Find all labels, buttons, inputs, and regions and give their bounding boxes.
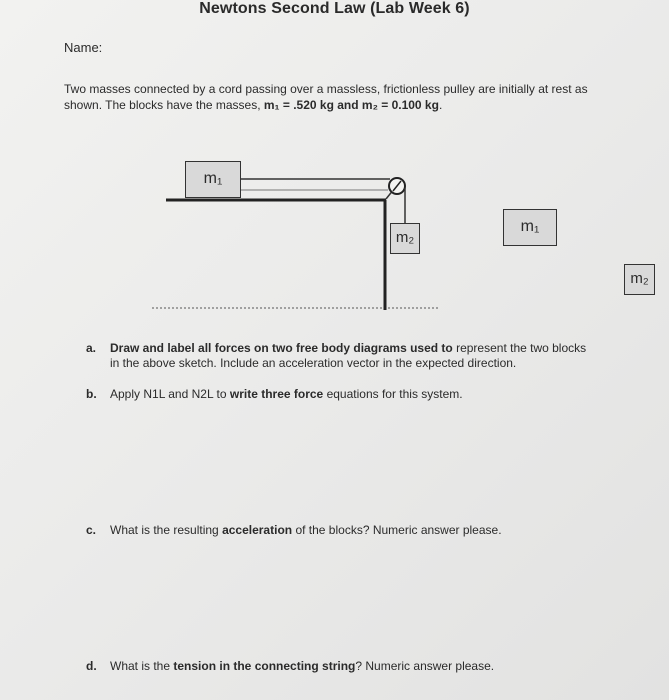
m2-label: m₂	[395, 229, 415, 246]
question-b-part2: equations for this system.	[323, 387, 463, 401]
question-c-part1: What is the resulting	[110, 523, 223, 537]
problem-text: Two masses connected by a cord passing over a massless, frictionless pulley are initially at rest as shown. The blocks have the masses,	[64, 82, 588, 112]
question-b-bold: write three force	[229, 387, 324, 401]
question-c-bold: acceleration	[222, 523, 293, 537]
question-b	[86, 387, 656, 402]
question-a-rest: represent the two blocks	[452, 341, 587, 355]
question-d-part1: What is the	[110, 659, 174, 673]
name-label: Name:	[64, 40, 103, 55]
page-title: Newtons Second Law (Lab Week 6)	[199, 0, 470, 17]
block-m1	[185, 161, 241, 198]
question-d-bold: tension in the connecting string	[173, 659, 356, 673]
question-a-bold: Draw and label all forces on two free body diagrams used to	[110, 341, 453, 355]
problem-end: .	[438, 98, 443, 112]
question-d	[86, 659, 656, 674]
question-d-part2: ? Numeric answer please.	[355, 659, 495, 673]
problem-statement	[64, 81, 609, 113]
fbd-m1-label: m₁	[520, 218, 540, 235]
fbd-block-m2	[624, 264, 655, 295]
fbd-m2-label: m₂	[630, 270, 649, 287]
question-a-letter: a.	[86, 341, 97, 355]
fbd-block-m1	[503, 209, 557, 246]
question-a	[86, 341, 656, 371]
question-c-letter: c.	[86, 523, 97, 537]
mass-values: m₁ = .520 kg and m₂ = 0.100 kg	[263, 98, 439, 112]
m1-label: m₁	[203, 170, 223, 187]
question-c-part2: of the blocks? Numeric answer please.	[292, 523, 502, 537]
block-m2	[390, 223, 420, 254]
question-c	[86, 523, 656, 538]
question-b-part1: Apply N1L and N2L to	[110, 387, 230, 401]
question-b-letter: b.	[86, 387, 97, 401]
question-d-letter: d.	[86, 659, 97, 673]
question-a-line2: in the above sketch. Include an acceleration vector in the expected direction.	[110, 356, 517, 370]
